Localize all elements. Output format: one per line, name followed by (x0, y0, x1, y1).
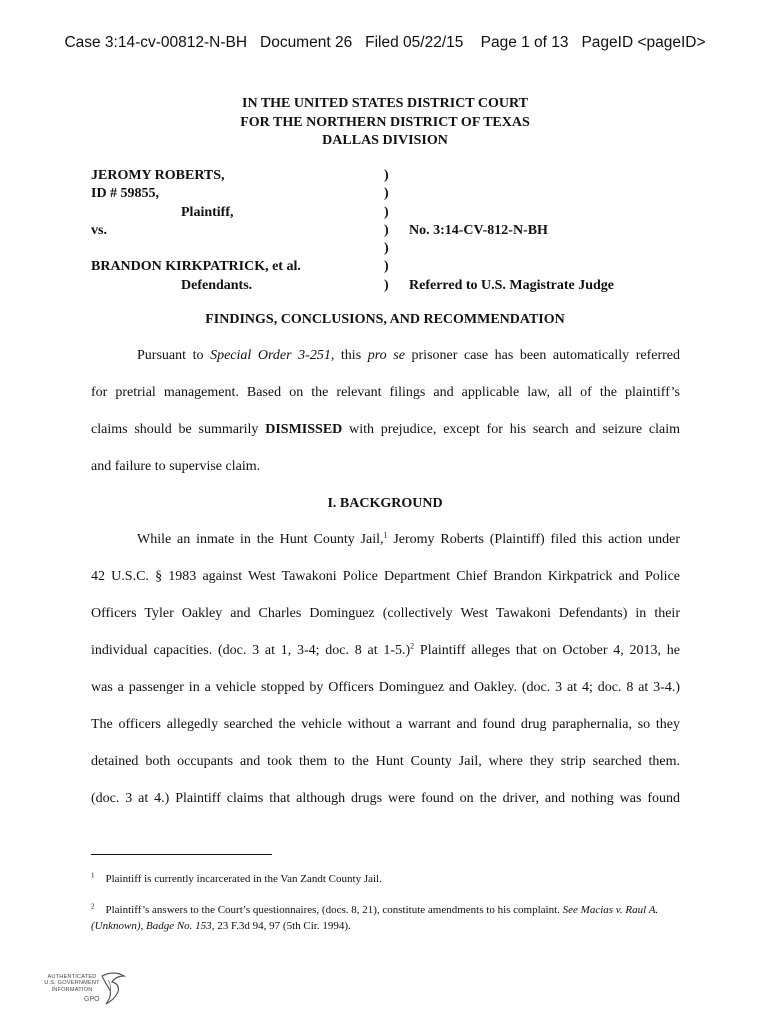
section-heading: I. BACKGROUND (327, 496, 443, 511)
caption-paren: ) (384, 241, 389, 257)
page-id: PageID <pageID> (581, 34, 706, 51)
case-number: Case 3:14-cv-00812-N-BH (64, 34, 248, 51)
plaintiff-id: ID # 59855, (91, 186, 160, 202)
page-number: Page 1 of 13 (480, 34, 569, 51)
body-line: Pursuant to Special Order 3-251, this pro se prisoner case has been automatically referred (137, 348, 680, 363)
caption-paren: ) (384, 186, 389, 202)
body-line: (doc. 3 at 4.) Plaintiff claims that although drugs were found on the driver, and nothing was found (91, 791, 680, 806)
footnote-number: 1 (91, 871, 95, 880)
caption-row (91, 205, 691, 223)
body-line: was a passenger in a vehicle stopped by Officers Dominguez and Oakley. (doc. 3 at 4; doc. 8 at 3-4.) (91, 680, 680, 695)
body-line: and failure to supervise claim. (91, 459, 261, 474)
plaintiff-role: Plaintiff, (181, 204, 234, 220)
court-line-3: DALLAS DIVISION (322, 133, 448, 148)
body-line: individual capacities. (doc. 3 at 1, 3-4; doc. 8 at 1-5.)$^2$ Plaintiff alleges that on October 4, 2013, he (91, 641, 680, 658)
plaintiff-name: JEROMY ROBERTS, (91, 168, 225, 183)
footnote-2: $^2$ Plaintiff’s answers to the Court’s questionnaires, (docs. 8, 21), constitute amendments to his complaint. See Macias v. Raul A. (Unknown), Badge No. 153, 23 F.3d 94, 97 (5th Cir. 1994). (91, 902, 659, 932)
versus: vs. (91, 222, 107, 238)
body-line: The officers allegedly searched the vehicle without a warrant and found drug paraphernalia, so they (91, 717, 680, 732)
caption-row (91, 241, 691, 259)
caption-paren: ) (384, 168, 389, 183)
body-line: 42 U.S.C. § 1983 against West Tawakoni Police Department Chief Brandon Kirkpatrick and Police (91, 569, 680, 584)
caption-paren: ) (384, 277, 389, 293)
caption-row (91, 186, 691, 204)
court-line-1: IN THE UNITED STATES DISTRICT COURT (242, 96, 528, 111)
caption-paren: ) (384, 259, 389, 275)
case-docket-number: No. 3:14-CV-812-N-BH (409, 222, 548, 238)
footnote-citation: See Macias v. Raul A. (Unknown), Badge No. 153 (91, 904, 659, 932)
footnote-number: 2 (91, 902, 95, 911)
defendant-name: BRANDON KIRKPATRICK, et al. (91, 259, 301, 275)
footnote-divider (91, 854, 272, 855)
eagle-icon (98, 970, 128, 1010)
caption-row (91, 223, 691, 241)
body-line: Officers Tyler Oakley and Charles Dominguez (collectively West Tawakoni Defendants) in their (91, 606, 680, 621)
body-line: While an inmate in the Hunt County Jail,$^1$ Jeromy Roberts (Plaintiff) filed this action under (137, 530, 680, 547)
caption-row (91, 168, 691, 186)
court-heading (0, 95, 770, 151)
caption-paren: ) (384, 222, 389, 238)
gpo-label: GPO (84, 996, 100, 1003)
case-caption (91, 168, 691, 296)
document-number: Document 26 (260, 34, 353, 51)
special-order-citation: Special Order 3-251 (210, 348, 331, 363)
footnote-1 (91, 871, 680, 887)
footnote-ref: 1 (383, 530, 388, 540)
body-line: detained both occupants and took them to the Hunt County Jail, where they strip searched them. (91, 754, 680, 769)
gpo-authentication-logo (44, 970, 134, 1012)
body-line: claims should be summarily DISMISSED with prejudice, except for his search and seizure claim (91, 422, 680, 437)
footnote-text: Plaintiff is currently incarcerated in the Van Zandt County Jail. (105, 873, 382, 885)
filed-date: Filed 05/22/15 (365, 34, 464, 51)
document-title: FINDINGS, CONCLUSIONS, AND RECOMMENDATION (205, 312, 565, 327)
referral-note: Referred to U.S. Magistrate Judge (409, 277, 615, 293)
court-line-2: FOR THE NORTHERN DISTRICT OF TEXAS (240, 114, 530, 130)
caption-paren: ) (384, 204, 389, 220)
dismissed-term: DISMISSED (265, 422, 343, 437)
caption-row (91, 278, 691, 296)
document-header (0, 34, 770, 52)
caption-row (91, 259, 691, 277)
footnote-text: Plaintiff’s answers to the Court’s questionnaires, (docs. 8, 21), constitute amendments to his complaint. (105, 904, 563, 916)
footnote-ref: 2 (410, 641, 415, 651)
body-line: for pretrial management. Based on the relevant filings and applicable law, all of the plaintiff’s (91, 385, 680, 400)
pro-se-term: pro se (367, 348, 405, 363)
defendant-role: Defendants. (181, 277, 253, 293)
gpo-text: AUTHENTICATED U.S. GOVERNMENT INFORMATION (44, 974, 100, 993)
